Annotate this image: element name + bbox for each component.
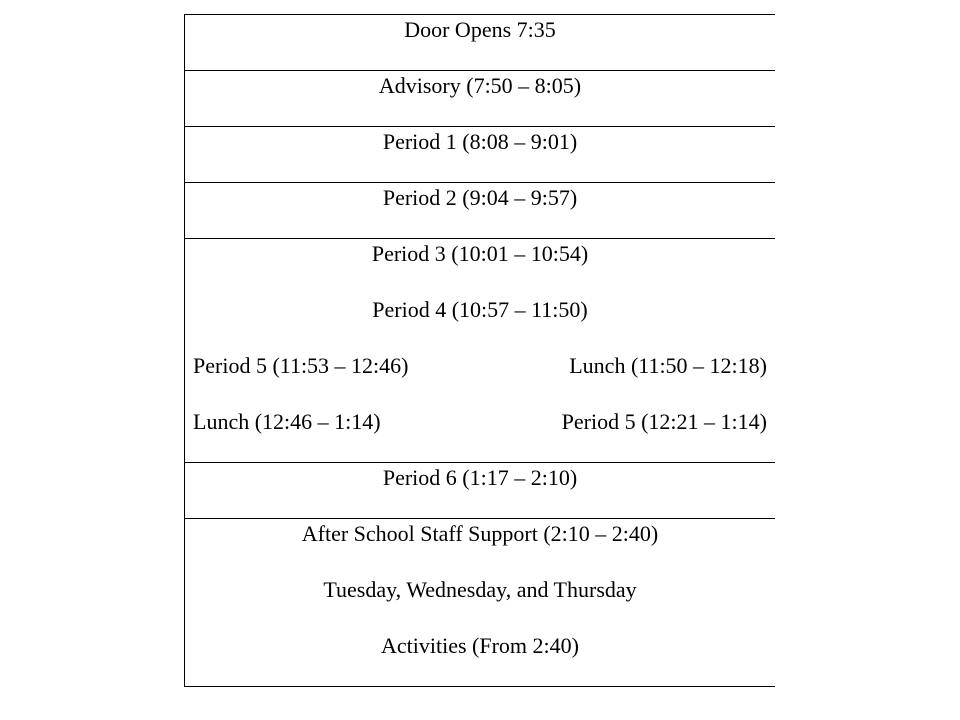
row-divider	[185, 518, 775, 519]
bell-schedule-table	[184, 14, 775, 687]
second-lunch-text: Lunch (12:46 – 1:14)	[193, 409, 381, 434]
row-divider	[185, 126, 775, 127]
row-divider	[185, 238, 775, 239]
period-1-text: Period 1 (8:08 – 9:01)	[382, 129, 578, 154]
after-school-support-text: After School Staff Support (2:10 – 2:40)	[301, 521, 659, 546]
door-opens-text: Door Opens 7:35	[404, 17, 556, 42]
first-lunch-text: Lunch (11:50 – 12:18)	[569, 353, 767, 378]
period-5-second-lunch-text: Period 5 (12:21 – 1:14)	[561, 409, 767, 434]
activities-text: Activities (From 2:40)	[381, 633, 579, 658]
row-divider	[185, 462, 775, 463]
row-divider	[185, 14, 775, 15]
row-divider	[185, 182, 775, 183]
period-2-text: Period 2 (9:04 – 9:57)	[382, 185, 578, 210]
advisory-text: Advisory (7:50 – 8:05)	[378, 73, 582, 98]
support-days-text: Tuesday, Wednesday, and Thursday	[323, 577, 637, 602]
row-divider	[185, 70, 775, 71]
period-3-text: Period 3 (10:01 – 10:54)	[371, 241, 589, 266]
period-5-first-lunch-text: Period 5 (11:53 – 12:46)	[193, 353, 409, 378]
period-6-text: Period 6 (1:17 – 2:10)	[382, 465, 578, 490]
period-4-text: Period 4 (10:57 – 11:50)	[372, 297, 588, 322]
